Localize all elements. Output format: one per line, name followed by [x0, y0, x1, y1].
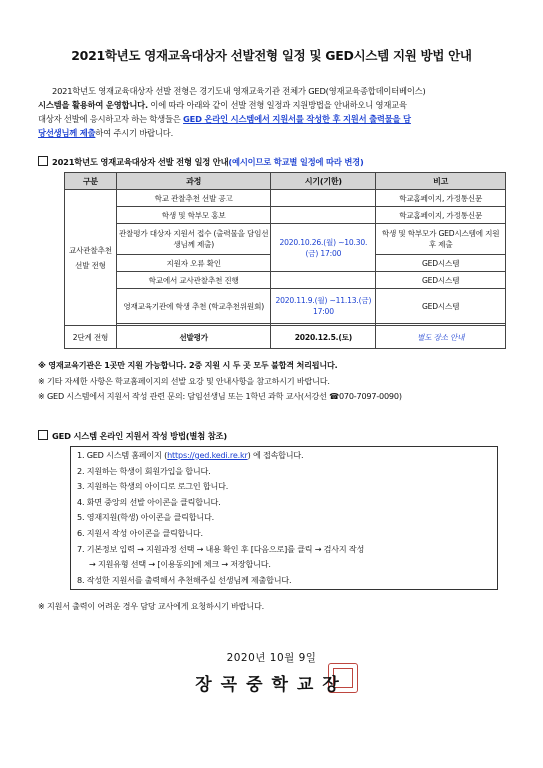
step-item: 2. 지원하는 학생이 회원가입을 합니다.: [77, 465, 211, 476]
intro-bold: 시스템을 활용하여 운영합니다.: [38, 100, 148, 110]
intro-text: 이에 따라 아래와 같이 선발 전형 일정과 지원방법을 안내하오니 영재교육: [147, 100, 407, 110]
process-cell: 영재교육기관에 학생 추천 (학교추천위원회): [116, 289, 271, 324]
table-row: [65, 326, 506, 349]
step-item: [77, 448, 497, 464]
step-text: ) 에 접속합니다.: [247, 450, 304, 460]
date-cell: [271, 207, 376, 224]
date-cell: 2020.11.9.(월) ~11.13.(금) 17:00: [271, 289, 376, 324]
step-item: 6. 지원서 작성 아이콘을 클릭합니다.: [77, 527, 203, 538]
checkbox-square-icon: [38, 430, 48, 440]
document-date: 2020년 10월 9일: [226, 652, 317, 664]
note-cell: GED시스템: [376, 272, 506, 289]
ged-link[interactable]: https://ged.kedi.re.kr: [167, 450, 248, 460]
table-row: [65, 207, 506, 224]
intro-line-1: 2021학년도 영재교육대상자 선발 전형은 경기도내 영재교육기관 전체가 GED(영재교육종합데이터베이스): [52, 86, 426, 96]
process-cell: 지원자 오류 확인: [116, 255, 271, 272]
step-text: 1. GED 시스템 홈페이지 (: [77, 450, 168, 460]
note-line: ※ 기타 자세한 사항은 학교홈페이지의 선발 요강 및 안내사항을 참고하시기 바랍니다.: [38, 375, 330, 386]
header-process: 과정: [116, 173, 271, 190]
note-line: ※ GED 시스템에서 지원서 작성 관련 문의: 담임선생님 또는 1학년 과학 교사(서강선 ☎070-7097-0090): [38, 391, 402, 401]
note-cell: 학생 및 학부모가 GED시스템에 지원 후 제출: [376, 224, 506, 255]
step-item: 5. 영재지원(학생) 아이콘을 클릭합니다.: [77, 512, 215, 523]
date-cell: [271, 272, 376, 289]
header-period: 시기(기한): [271, 173, 376, 190]
table-row: [65, 190, 506, 207]
header-category: 구분: [65, 173, 117, 190]
process-cell: 선발평가: [116, 326, 271, 349]
intro-text: 대상자 선발에 응시하고자 하는 학생들은: [38, 114, 184, 124]
process-cell: 학교에서 교사관찰추천 진행: [116, 272, 271, 289]
note-cell: 학교홈페이지, 가정통신문: [376, 207, 506, 224]
table-header-row: [65, 173, 506, 190]
header-remarks: 비고: [376, 173, 506, 190]
step-item: 7. 기본정보 입력 → 지원과정 선택 → 내용 확인 후 [다음으로]를 클릭 → 검사지 작성: [77, 543, 365, 554]
school-signature: 장곡중학교장: [195, 675, 348, 695]
schedule-table: [64, 172, 506, 349]
date-cell: [271, 190, 376, 207]
process-cell: 관찰평가 대상자 지원서 접수 (출력물을 담임선생님께 제출): [116, 224, 271, 255]
intro-line-3: [38, 112, 508, 126]
date-cell: 2020.12.5.(토): [271, 326, 376, 349]
step-item: 3. 지원하는 학생의 아이디로 로그인 합니다.: [77, 481, 229, 492]
process-cell: 학교 관찰추천 선발 공고: [116, 190, 271, 207]
page-title: 2021학년도 영재교육대상자 선발전형 일정 및 GED시스템 지원 방법 안내: [71, 48, 472, 63]
last-note: ※ 지원서 출력이 어려운 경우 담당 교사에게 요청하시기 바랍니다.: [38, 601, 265, 611]
table-row: [65, 272, 506, 289]
note-cell: GED시스템: [376, 289, 506, 324]
group-cell: 2단계 전형: [65, 326, 117, 349]
intro-highlight: 당선생님께 제출: [38, 128, 96, 138]
section-label: 2021학년도 영재교육대상자 선발 전형 일정 안내: [52, 157, 229, 167]
intro-text: 하여 주시기 바랍니다.: [95, 128, 174, 138]
section-schedule-heading: [38, 156, 364, 168]
section-ged-heading: [38, 430, 227, 442]
intro-highlight: GED 온라인 시스템에서 지원서를 작성한 후 지원서 출력물을 담: [183, 114, 411, 124]
note-cell: GED시스템: [376, 255, 506, 272]
step-item: 8. 작성한 지원서를 출력해서 추천해주실 선생님께 제출합니다.: [77, 574, 292, 585]
note-cell: 별도 장소 안내: [376, 326, 506, 349]
date-cell: 2020.10.26.(월) ~10.30.(금) 17:00: [271, 224, 376, 272]
note-cell: 학교홈페이지, 가정통신문: [376, 190, 506, 207]
step-item-continued: → 지원유형 선택 → [이용동의]에 체크 → 저장합니다.: [89, 559, 271, 570]
intro-line-2: [38, 98, 508, 112]
intro-paragraph: [38, 84, 508, 140]
table-row: [65, 224, 506, 255]
section-note: (예시이므로 학교별 일정에 따라 변경): [228, 157, 364, 167]
table-row: [65, 289, 506, 324]
steps-box: [70, 446, 498, 590]
process-cell: 학생 및 학부모 홍보: [116, 207, 271, 224]
notes-block: [38, 358, 518, 405]
checkbox-square-icon: [38, 156, 48, 166]
step-item: 4. 화면 중앙의 선발 아이콘을 클릭합니다.: [77, 496, 221, 507]
intro-line-4: [38, 126, 508, 140]
group-cell: 교사관찰추천 선발 전형: [65, 190, 117, 326]
section-label: GED 시스템 온라인 지원서 작성 방법(별첨 참조): [52, 431, 227, 441]
note-line: ※ 영재교육기관은 1곳만 지원 가능합니다. 2중 지원 시 두 곳 모두 불합격 처리됩니다.: [38, 360, 338, 370]
